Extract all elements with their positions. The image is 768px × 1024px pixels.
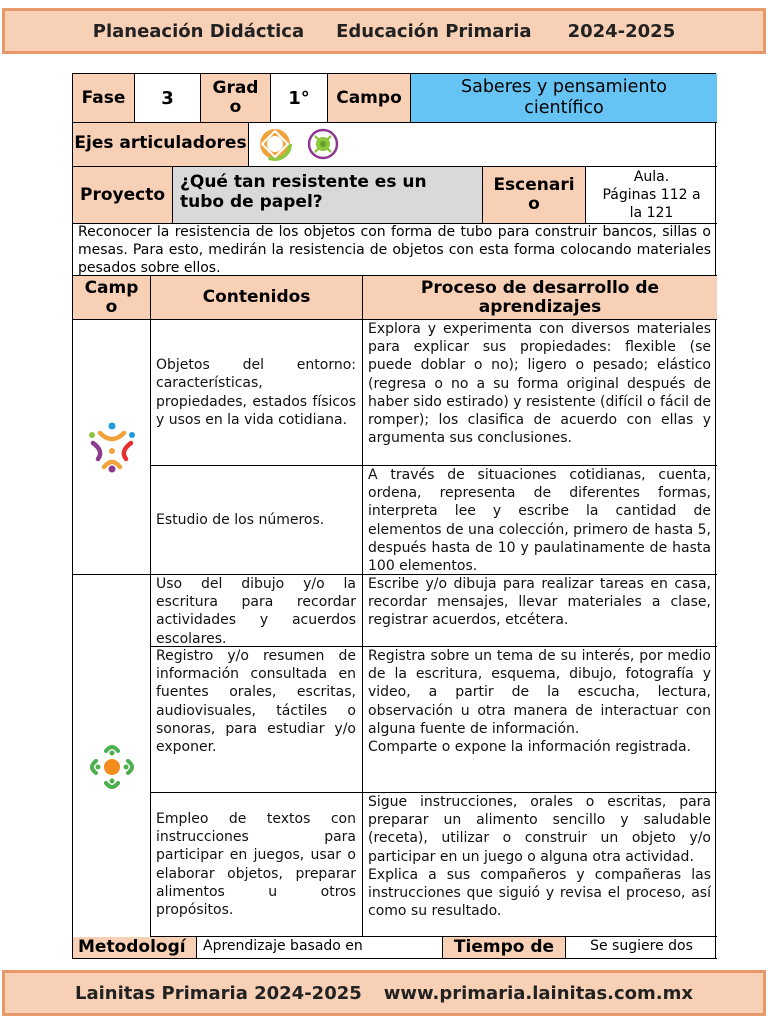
grado-label: Grad o — [201, 74, 271, 123]
contenido-cell — [151, 466, 363, 575]
metodologia-label: Metodologí — [73, 937, 197, 959]
fase-label: Fase — [73, 74, 135, 123]
tiempo-label: Tiempo de — [443, 937, 566, 959]
contenido-text: Objetos del entorno: características, propiedades, estados físicos y usos en la vida cotidiana. — [156, 357, 356, 428]
escenario-value: Aula. Páginas 112 a la 121 — [586, 167, 717, 224]
proceso-cell — [363, 647, 717, 793]
proceso-text: A través de situaciones cotidianas, cuenta, ordena, representa de diferentes formas, interpreta lee y escribe la cantidad de elementos de una colección, primero de hasta 5, después hasta de 10 y paulatinamente de hasta 100 elementos. — [368, 467, 711, 575]
header-year: 2024-2025 — [567, 20, 676, 42]
tiempo-value: Se sugiere dos — [566, 937, 717, 959]
col-header-contenidos: Contenidos — [151, 276, 363, 320]
proceso-cell — [363, 575, 717, 647]
escenario-label: Escenari o — [483, 167, 586, 224]
footer-brand: Lainitas Primaria 2024-2025 — [75, 982, 362, 1004]
planning-table — [72, 73, 716, 959]
project-description: Reconocer la resistencia de los objetos con forma de tubo para construir bancos, sillas o mesas. Para esto, medirán la resistencia de objetos con esta forma colocando materiales pesados sobre ellos. — [73, 224, 717, 276]
saberes-pensamiento-cientifico-icon — [86, 421, 138, 473]
proyecto-label: Proyecto — [73, 167, 173, 224]
header-title: Planeación Didáctica — [92, 20, 305, 42]
grado-value: 1° — [271, 74, 328, 123]
header-banner — [2, 8, 766, 54]
metodologia-value: Aprendizaje basado en — [197, 937, 443, 959]
proceso-text: Sigue instrucciones, orales o escritas, para preparar un alimento sencillo y saludable (receta), utilizar o construir un objeto y/o participar en un juego o alguna otra actividad. — [368, 794, 711, 865]
interculturalidad-icon — [305, 126, 341, 162]
footer-url: www.primaria.lainitas.com.mx — [383, 982, 693, 1004]
contenido-cell — [151, 320, 363, 466]
proceso-cell — [363, 793, 717, 937]
proceso-text-2: Comparte o expone la información registrada. — [368, 739, 692, 756]
campo-icon-cell-2 — [73, 575, 151, 959]
ejes-icons — [249, 123, 717, 167]
contenido-cell — [151, 793, 363, 937]
proceso-cell — [363, 466, 717, 575]
proyecto-value: ¿Qué tan resistente es un tubo de papel? — [173, 167, 483, 224]
col-header-proceso: Proceso de desarrollo de aprendizajes — [363, 276, 717, 320]
proceso-text: Escribe y/o dibuja para realizar tareas en casa, recordar mensajes, llevar materiales a clase, registrar acuerdos, etcétera. — [368, 576, 711, 629]
inclusion-icon — [257, 126, 293, 162]
proceso-cell — [363, 320, 717, 466]
campo-value: Saberes y pensamiento científico — [411, 74, 717, 123]
contenido-cell — [151, 647, 363, 793]
contenido-text: Estudio de los números. — [156, 511, 325, 528]
campo-label: Campo — [328, 74, 411, 123]
ejes-label: Ejes articuladores — [73, 123, 249, 167]
lenguajes-icon — [86, 741, 138, 793]
contenido-cell — [151, 575, 363, 647]
proceso-text: Registra sobre un tema de su interés, por medio de la escritura, esquema, dibujo, fotografía y video, a partir de la escucha, lectura, observación u otra manera de interactuar con alguna fuente de información. — [368, 648, 711, 737]
col-header-campo: Camp o — [73, 276, 151, 320]
header-level: Educación Primaria — [336, 20, 532, 42]
campo-icon-cell-1 — [73, 320, 151, 575]
proceso-text: Explora y experimenta con diversos materiales para explicar sus propiedades: flexible (se puede doblar o no); ligero o pesado; elástico (regresa o no a su forma original después de haber sido estirado) y resistente (difícil o fácil de romper); los clasifica de acuerdo con ellas y argumenta sus conclusiones. — [368, 321, 711, 447]
contenido-text: Empleo de textos con instrucciones para participar en juegos, usar o elaborar objetos, preparar alimentos u otros propósitos. — [156, 810, 356, 918]
contenido-text: Registro y/o resumen de información consultada en fuentes orales, escritas, audiovisuales, táctiles o sonoras, para estudiar y/o exponer. — [156, 648, 356, 756]
contenido-text: Uso del dibujo y/o la escritura para recordar actividades y acuerdos escolares. — [156, 576, 356, 647]
proceso-text-2: Explica a sus compañeros y compañeras las instrucciones que siguió y revisa el proceso, así como su resultado. — [368, 866, 711, 920]
fase-value: 3 — [135, 74, 201, 123]
footer-banner — [2, 970, 766, 1016]
